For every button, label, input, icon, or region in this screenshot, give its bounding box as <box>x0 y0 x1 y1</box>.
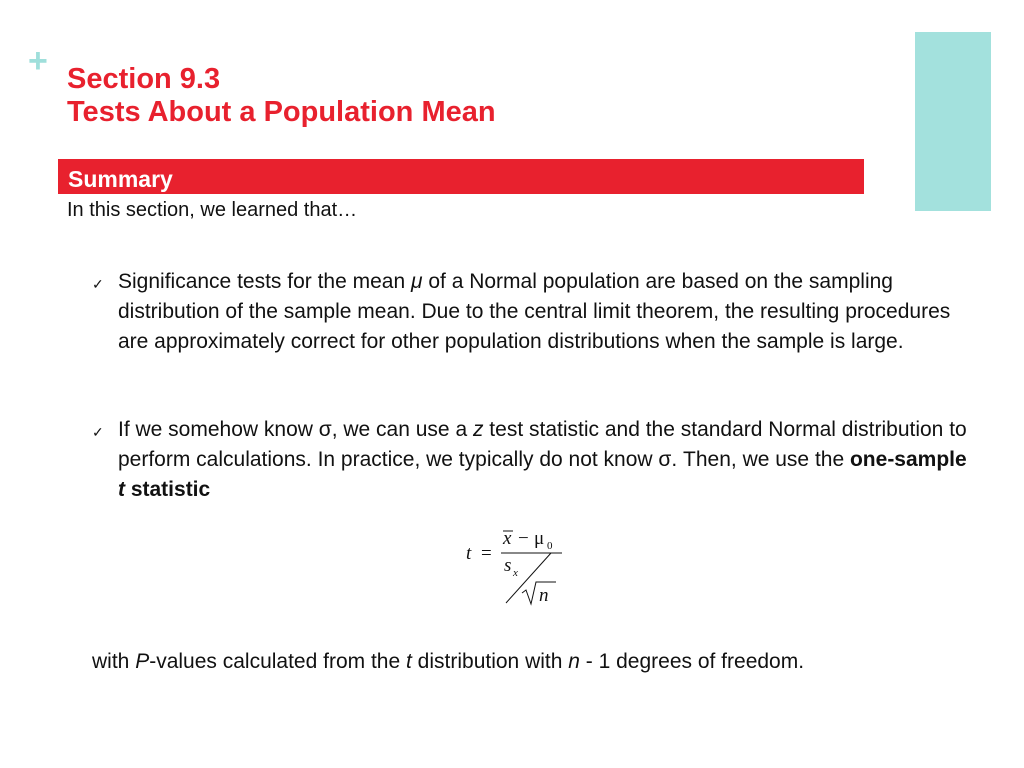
bullet-2-bold-1: one-sample <box>849 448 967 471</box>
bullet-2-part-2: test statistic and the standard Normal distribution to perform calculations. In practice, we typically do not know σ. Then, we use the <box>118 418 967 471</box>
formula-equals: = <box>481 543 492 564</box>
formula-t: t <box>466 543 472 564</box>
plus-icon: + <box>28 42 48 80</box>
title-line-2: Tests About a Population Mean <box>67 96 496 128</box>
t-statistic-formula <box>462 524 572 610</box>
summary-banner <box>58 159 864 194</box>
formula-n: n <box>539 585 549 606</box>
bullet-2-z: z <box>472 418 484 441</box>
bullet-text-2 <box>118 415 978 505</box>
bullet-text-1 <box>118 267 978 357</box>
bullet-item-2 <box>92 415 972 511</box>
formula-minus: − <box>518 528 529 549</box>
bottom-part-2: -values calculated from the <box>149 650 406 673</box>
bottom-part-1: with <box>92 650 136 673</box>
bullet-item-1 <box>92 267 972 391</box>
bottom-part-3: distribution with <box>411 650 569 673</box>
formula-mu: μ <box>534 528 545 549</box>
bullet-1-part-2: of a Normal population are based on the sampling distribution of the sample mean. Due to the central limit theorem, the resulting procedures are approximately correct for other population distributions when the sample is large. <box>118 270 951 353</box>
formula-s: s <box>504 555 512 576</box>
formula-graphic <box>462 524 572 610</box>
bullet-2-bold-2: statistic <box>125 478 211 501</box>
decorative-teal-bar <box>915 32 991 211</box>
slide-title <box>67 63 496 129</box>
bullet-2-bold-t: t <box>118 478 125 501</box>
formula-sub-x: x <box>513 567 518 579</box>
bottom-n: n <box>568 650 580 673</box>
summary-label: Summary <box>68 166 173 192</box>
bottom-P: P <box>135 650 150 673</box>
bottom-text <box>92 648 804 676</box>
checkmark-icon: ✓ <box>92 424 104 440</box>
bottom-t: t <box>406 650 412 673</box>
formula-x: x <box>503 528 512 549</box>
bottom-part-4: - 1 degrees of freedom. <box>579 650 805 673</box>
bullet-1-part-1: Significance tests for the mean <box>118 270 411 293</box>
bullet-2-part-1: If we somehow know σ, we can use a <box>118 418 473 441</box>
formula-sub-0: 0 <box>547 540 553 552</box>
intro-text: In this section, we learned that… <box>67 199 358 221</box>
checkmark-icon: ✓ <box>92 276 104 292</box>
title-line-1: Section 9.3 <box>67 63 221 95</box>
bullet-1-mu: μ <box>411 270 423 293</box>
